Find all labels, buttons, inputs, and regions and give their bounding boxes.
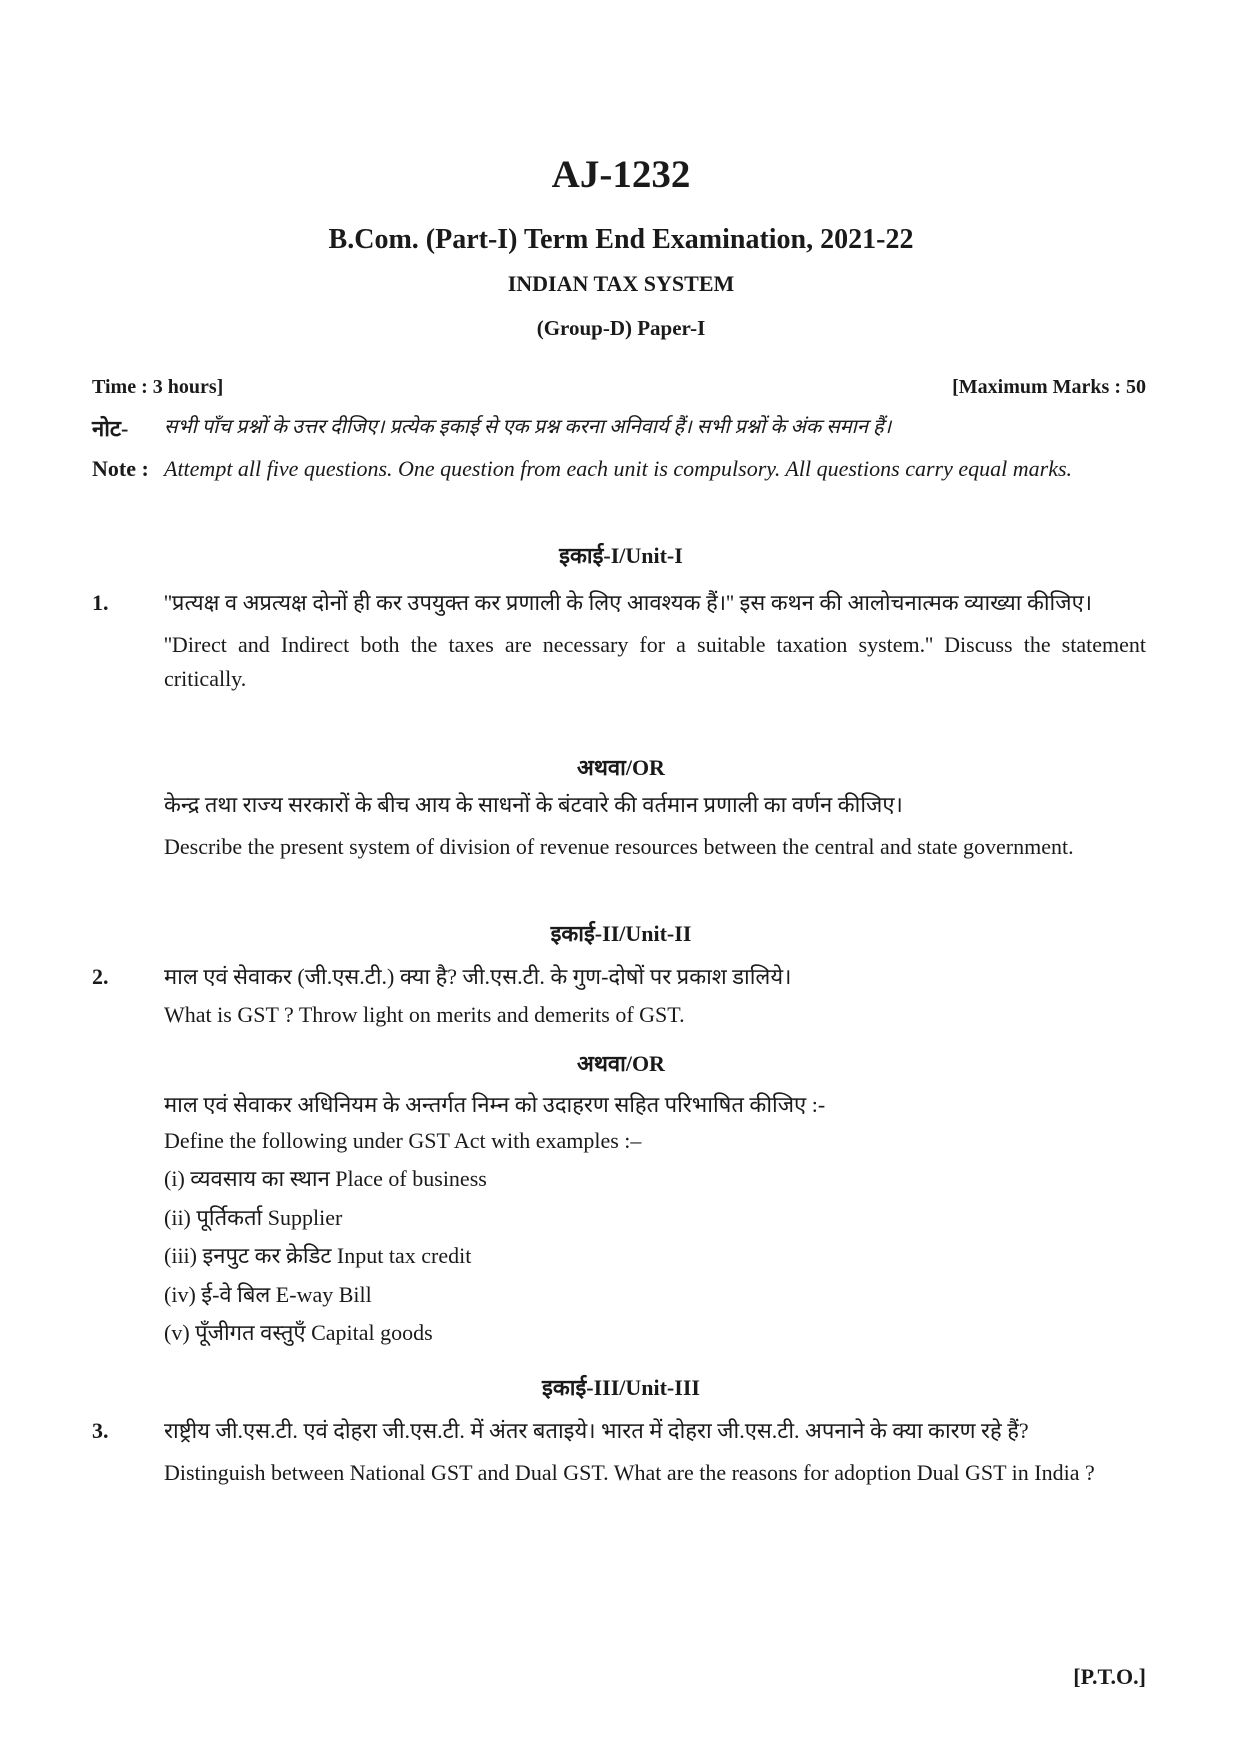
- question-2-english: What is GST ? Throw light on merits and demerits of GST.: [164, 1002, 685, 1028]
- unit-2-heading: इकाई-II/Unit-II: [550, 921, 692, 946]
- note-english-text: Attempt all five questions. One question from each unit is compulsory. All questions carry equal marks.: [164, 456, 1073, 481]
- subject-title: INDIAN TAX SYSTEM: [507, 271, 735, 296]
- question-1-number: 1.: [92, 590, 109, 615]
- note-hindi-label: नोट-: [92, 416, 129, 441]
- unit-1-heading: इकाई-I/Unit-I: [559, 543, 683, 568]
- definition-item: (ii) पूर्तिकर्ता Supplier: [164, 1204, 343, 1230]
- definition-item: (iv) ई-वे बिल E-way Bill: [164, 1281, 372, 1307]
- note-english: [92, 452, 1146, 486]
- maximum-marks: [Maximum Marks : 50: [952, 376, 1146, 398]
- unit-3-heading: इकाई-III/Unit-III: [542, 1375, 700, 1400]
- definition-item: (iii) इनपुट कर क्रेडिट Input tax credit: [164, 1243, 472, 1269]
- question-3-english: Distinguish between National GST and Dual GST. What are the reasons for adoption Dual GST in India ?: [164, 1460, 1095, 1486]
- group-paper: (Group-D) Paper-I: [536, 316, 706, 340]
- definition-item: (v) पूँजीगत वस्तुएँ Capital goods: [164, 1320, 433, 1346]
- unit-2-or: अथवा/OR: [577, 1051, 665, 1076]
- question-1-alt-hindi: केन्द्र तथा राज्य सरकारों के बीच आय के साधनों के बंटवारे की वर्तमान प्रणाली का वर्णन कीजिए।: [164, 792, 903, 817]
- note-english-label: Note :: [92, 456, 149, 481]
- note-hindi-text: सभी पाँच प्रश्नों के उत्तर दीजिए। प्रत्येक इकाई से एक प्रश्न करना अनिवार्य हैं। सभी प्रश्नों के अंक समान हैं।: [164, 416, 892, 438]
- question-1: [92, 586, 1146, 704]
- question-2: [92, 960, 1146, 1040]
- time-marks-row: [92, 376, 1146, 399]
- question-2-alt-hindi: माल एवं सेवाकर अधिनियम के अन्तर्गत निम्न को उदाहरण सहित परिभाषित कीजिए :-: [164, 1092, 826, 1117]
- question-3-number: 3.: [92, 1418, 109, 1443]
- question-1-alternative: [92, 788, 1146, 872]
- pto-marker: [P.T.O.]: [1073, 1664, 1146, 1689]
- question-2-number: 2.: [92, 964, 109, 989]
- note-hindi: [92, 412, 1146, 443]
- paper-code: AJ-1232: [551, 153, 691, 196]
- question-3-hindi: राष्ट्रीय जी.एस.टी. एवं दोहरा जी.एस.टी. में अंतर बताइये। भारत में दोहरा जी.एस.टी. अपनाने के क्या कारण रहे हैं?: [164, 1418, 1029, 1443]
- question-1-english: ''Direct and Indirect both the taxes are necessary for a suitable taxation system.'' Discuss the statement critically.: [164, 632, 1146, 692]
- exam-title: B.Com. (Part-I) Term End Examination, 2021-22: [328, 224, 914, 255]
- definition-item: (i) व्यवसाय का स्थान Place of business: [164, 1166, 487, 1192]
- question-2-alternative: [92, 1088, 1146, 1353]
- question-2-alt-english: Define the following under GST Act with examples :–: [164, 1128, 642, 1154]
- question-1-hindi: ''प्रत्यक्ष व अप्रत्यक्ष दोनों ही कर उपयुक्त कर प्रणाली के लिए आवश्यक हैं।'' इस कथन की आलोचनात्मक व्याख्या कीजिए।: [164, 590, 1093, 615]
- unit-1-or: अथवा/OR: [577, 755, 665, 780]
- question-3: [92, 1414, 1146, 1498]
- question-2-hindi: माल एवं सेवाकर (जी.एस.टी.) क्या है? जी.एस.टी. के गुण-दोषों पर प्रकाश डालिये।: [164, 964, 792, 989]
- time-allowed: Time : 3 hours]: [92, 376, 224, 398]
- question-1-alt-english: Describe the present system of division of revenue resources between the central and state government.: [164, 834, 1074, 860]
